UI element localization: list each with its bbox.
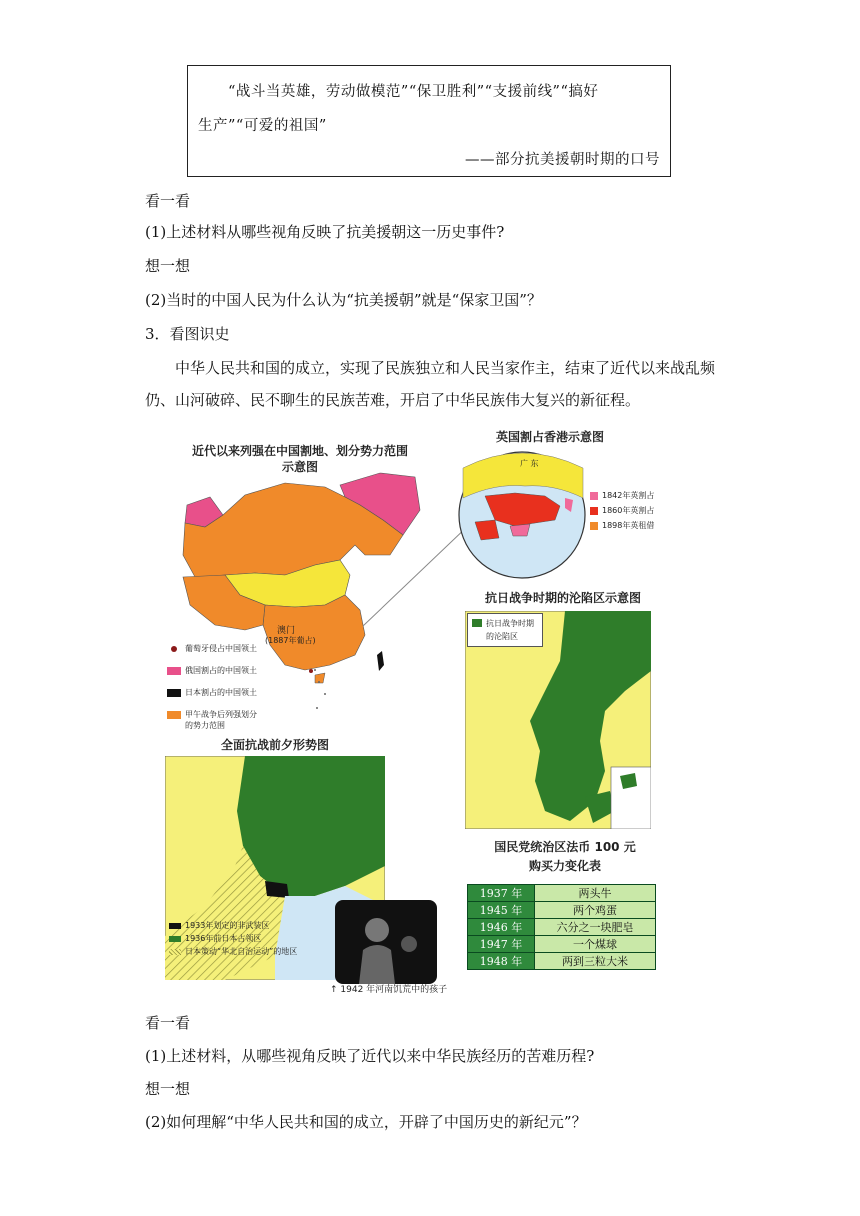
famine-photo: [335, 900, 437, 984]
intro-line-2: 仍、山河破碎、民不聊生的民族苦难，开启了中华民族伟大复兴的新征程。: [145, 391, 641, 409]
legend-label-1: 抗日战争时期: [486, 619, 534, 628]
legend-label: 1898年英租借: [602, 521, 655, 530]
legend-swatch: [590, 507, 598, 515]
currency-table-block: [465, 838, 665, 970]
legend-label: 1936年前日本占领区: [185, 934, 262, 943]
legend-label: 甲午战争后列强划分: [185, 710, 257, 719]
legend-item: [167, 687, 257, 698]
think-heading-2: 想一想: [145, 1080, 191, 1098]
currency-table: [467, 884, 656, 970]
legend-swatch: [590, 492, 598, 500]
legend-label: 日本策动“华北自治运动”的地区: [185, 947, 298, 956]
quote-source: ——部分抗美援朝时期的口号: [465, 152, 660, 168]
map-hongkong-title: 英国割占香港示意图: [495, 430, 604, 444]
map-occupied: [463, 585, 663, 835]
table-cell-year: 1945 年: [468, 902, 535, 919]
child-silhouette: [335, 900, 437, 984]
legend-label: 1933年划定的非武装区: [185, 921, 270, 930]
macau-sub: (1887年葡占): [265, 636, 316, 645]
table-row: [468, 902, 656, 919]
table-cell-value: 六分之一块肥皂: [535, 919, 656, 936]
legend-swatch: [169, 949, 181, 955]
map-hongkong: [450, 420, 670, 580]
map-prewar-legend: [169, 920, 297, 957]
legend-label: 日本割占的中国领土: [185, 688, 257, 697]
map-prewar-title: 全面抗战前夕形势图: [220, 738, 329, 752]
look-heading-2: 看一看: [145, 1014, 191, 1032]
photo-caption: ↑ 1942 年河南饥荒中的孩子: [330, 985, 448, 995]
legend-item: [590, 505, 654, 516]
table-cell-year: 1937 年: [468, 885, 535, 902]
table-row: [468, 953, 656, 970]
legend-item: [590, 490, 654, 501]
legend-label: 1860年英割占: [602, 506, 655, 515]
map-spheres-title-2: 示意图: [281, 460, 318, 474]
place-guangdong: 广 东: [520, 459, 539, 468]
legend-label: 1842年英割占: [602, 491, 655, 500]
currency-table-title-1: 国民党统治区法币 100 元: [494, 840, 636, 854]
question-2: (2)当时的中国人民为什么认为“抗美援朝”就是“保家卫国”？: [145, 291, 542, 309]
legend-item: [169, 920, 297, 931]
legend-swatch: [167, 711, 181, 719]
question-3: (1)上述材料，从哪些视角反映了近代以来中华民族经历的苦难历程?: [145, 1047, 595, 1065]
legend-item: [590, 520, 654, 531]
table-cell-year: 1948 年: [468, 953, 535, 970]
legend-swatch: [167, 667, 181, 675]
table-row: [468, 885, 656, 902]
legend-swatch: [171, 646, 177, 652]
table-cell-value: 两头牛: [535, 885, 656, 902]
section-heading-3: 3．看图识史: [145, 325, 230, 343]
legend-item: [169, 946, 297, 957]
legend-swatch: [590, 522, 598, 530]
table-cell-value: 一个煤球: [535, 936, 656, 953]
currency-table-title-2: 购买力变化表: [528, 859, 601, 873]
map-spheres-title-1: 近代以来列强在中国割地、划分势力范围: [191, 444, 408, 458]
table-cell-value: 两到三粒大米: [535, 953, 656, 970]
table-row: [468, 919, 656, 936]
legend-label: 俄国割占的中国领土: [185, 666, 257, 675]
table-row: [468, 936, 656, 953]
legend-item: [167, 709, 257, 720]
legend-label-2: 的沦陷区: [486, 632, 518, 641]
south-sea-islands: [305, 660, 345, 720]
legend-item: [167, 643, 257, 654]
map-occupied-title: 抗日战争时期的沦陷区示意图: [484, 591, 641, 605]
table-cell-year: 1947 年: [468, 936, 535, 953]
legend-item: [169, 933, 297, 944]
quote-line-2: 生产”“可爱的祖国”: [198, 118, 327, 134]
question-4: (2)如何理解“中华人民共和国的成立，开辟了中国历史的新纪元”？: [145, 1113, 587, 1131]
table-cell-year: 1946 年: [468, 919, 535, 936]
intro-line-1: 中华人民共和国的成立，实现了民族独立和人民当家作主，结束了近代以来战乱频: [175, 359, 716, 377]
map-hongkong-legend: [590, 490, 654, 531]
look-heading-1: 看一看: [145, 192, 191, 210]
legend-swatch: [472, 619, 482, 627]
think-heading-1: 想一想: [145, 257, 191, 275]
legend-swatch: [167, 689, 181, 697]
map-occupied-legend: [467, 613, 543, 647]
legend-swatch: [169, 923, 181, 929]
table-cell-value: 两个鸡蛋: [535, 902, 656, 919]
legend-label-extra: 的势力范围: [185, 721, 225, 730]
map-spheres-legend: [167, 643, 257, 731]
legend-label: 葡萄牙侵占中国领土: [185, 644, 257, 653]
legend-swatch: [169, 936, 181, 942]
legend-item: [167, 665, 257, 676]
macau-label: 澳门: [277, 626, 296, 636]
history-figure: [145, 420, 670, 995]
quote-box: [187, 65, 671, 177]
question-1: (1)上述材料从哪些视角反映了抗美援朝这一历史事件?: [145, 223, 505, 241]
quote-line-1: “战斗当英雄，劳动做模范”“保卫胜利”“支援前线”“搞好: [228, 84, 599, 100]
